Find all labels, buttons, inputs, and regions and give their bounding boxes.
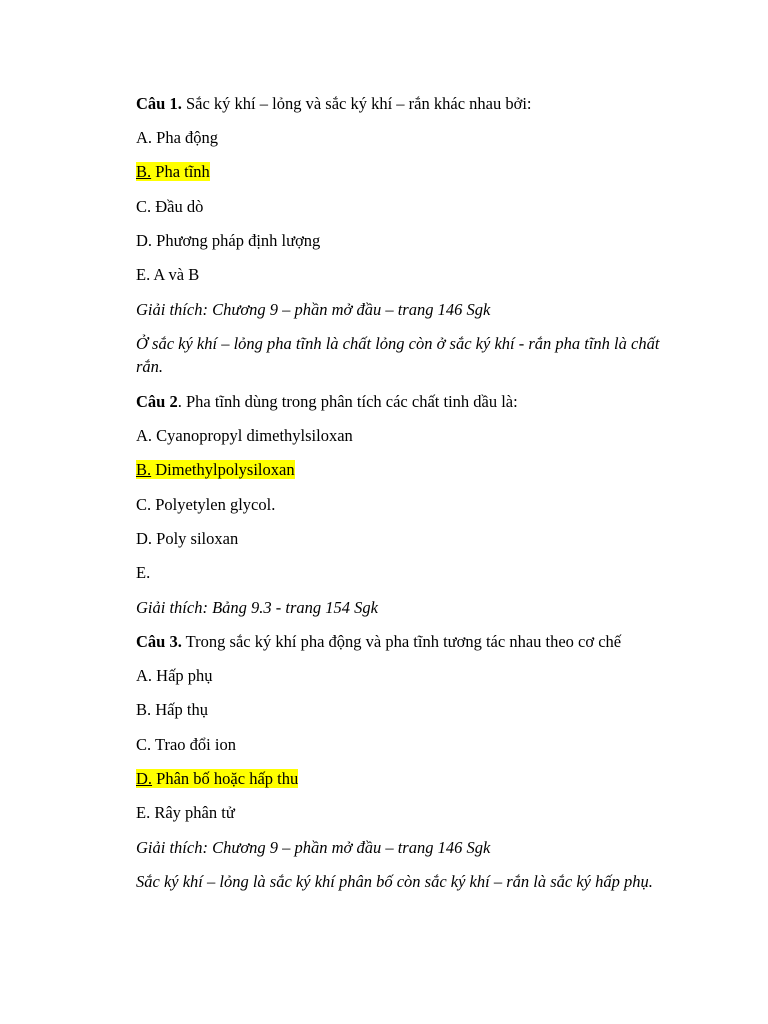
q3-option-c: C. Trao đổi ion [136,735,236,754]
question-2-label: Câu 2 [136,392,178,411]
q2-explanation: Giải thích: Bảng 9.3 - trang 154 Sgk [136,598,378,617]
q3-option-d-text: Phân bố hoặc hấp thu [152,769,299,788]
question-1-label: Câu 1. [136,94,182,113]
q2-option-e: E. [136,563,151,582]
question-1 [136,92,676,115]
question-2 [136,390,676,413]
question-2-text: . Pha tĩnh dùng trong phân tích các chất tinh dầu là: [177,392,518,411]
q2-option-b-letter: B. [136,460,152,479]
q2-option-d: D. Poly siloxan [136,529,239,548]
q1-note: Ở sắc ký khí – lỏng pha tĩnh là chất lỏng còn ở sắc ký khí - rắn pha tĩnh là chất rắn. [136,334,660,376]
q1-option-a: A. Pha động [136,128,219,147]
q1-option-b [136,160,676,183]
q2-option-b [136,458,676,481]
question-1-text: Sắc ký khí – lỏng và sắc ký khí – rắn khác nhau bởi: [181,94,532,113]
question-3 [136,630,676,653]
question-3-label: Câu 3. [136,632,182,651]
q1-option-b-text: Pha tĩnh [151,162,210,181]
q1-option-c: C. Đầu dò [136,197,204,216]
q1-option-b-letter: B. [136,162,152,181]
q2-option-b-text: Dimethylpolysiloxan [151,460,295,479]
q2-option-a: A. Cyanopropyl dimethylsiloxan [136,426,353,445]
q1-explanation: Giải thích: Chương 9 – phần mở đầu – trang 146 Sgk [136,300,491,319]
q1-option-d: D. Phương pháp định lượng [136,231,321,250]
q1-option-e: E. A và B [136,265,200,284]
q3-option-b: B. Hấp thụ [136,700,208,719]
question-3-text: Trong sắc ký khí pha động và pha tĩnh tương tác nhau theo cơ chế [181,632,622,651]
q3-option-e: E. Rây phân tử [136,803,235,822]
q3-option-d-letter: D. [136,769,153,788]
q2-option-c: C. Polyetylen glycol. [136,495,276,514]
q3-note: Sắc ký khí – lỏng là sắc ký khí phân bố còn sắc ký khí – rắn là sắc ký hấp phụ. [136,872,653,891]
q3-option-a: A. Hấp phụ [136,666,213,685]
q3-option-d [136,767,676,790]
q3-explanation: Giải thích: Chương 9 – phần mở đầu – trang 146 Sgk [136,838,491,857]
